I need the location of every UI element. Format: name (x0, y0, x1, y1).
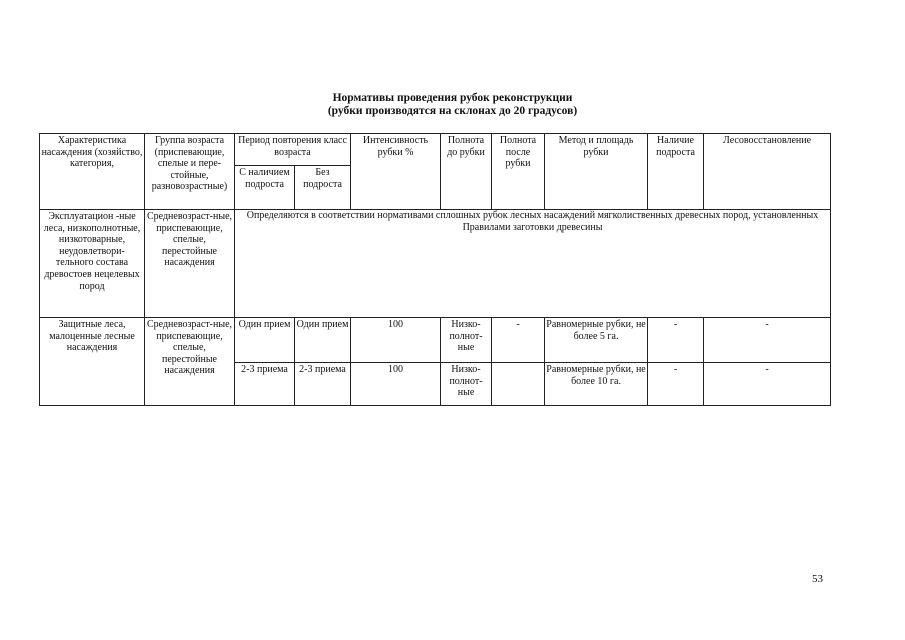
title-line-2: (рубки производятся на склонах до 20 градусов) (327, 105, 578, 117)
row2a-reforestation: - (704, 318, 831, 363)
row2a-period-with: Один прием (235, 318, 295, 363)
page-number: 53 (812, 573, 823, 585)
table-row (40, 318, 831, 363)
row2b-undergrowth: - (648, 363, 704, 406)
row2-age-group: Средневозраст-ные, приспевающие, спелые, перестойные насаждения (145, 318, 235, 406)
header-row-1 (40, 134, 831, 166)
row1-characteristic: Эксплуатацион -ные леса, низкополнотные, низкотоварные, неудовлетвори-тельного состава древостоев нецелевых пород (40, 210, 145, 318)
title-line-1: Нормативы проведения рубок реконструкции (332, 92, 573, 104)
row2b-period-with: 2-3 приема (235, 363, 295, 406)
row2b-reforestation: - (704, 363, 831, 406)
norms-table (39, 133, 831, 406)
row1-note: Определяются в соответствии нормативами сплошных рубок лесных насаждений мягколиственных древесных пород, установленных Правилами заготовки древесины (235, 210, 831, 318)
row2b-period-without: 2-3 приема (295, 363, 351, 406)
row2a-intensity: 100 (351, 318, 441, 363)
row2b-method: Равномерные рубки, не более 10 га. (545, 363, 648, 406)
table-row (40, 210, 831, 318)
header-period-without: Без подроста (295, 166, 351, 210)
row2b-intensity: 100 (351, 363, 441, 406)
header-intensity: Интенсивность рубки % (351, 134, 441, 210)
row2b-density-before: Низко-полнот-ные (441, 363, 492, 406)
row2a-method: Равномерные рубки, не более 5 га. (545, 318, 648, 363)
header-method: Метод и площадь рубки (545, 134, 648, 210)
header-period: Период повторения класс возраста (235, 134, 351, 166)
header-age-group: Группа возраста (приспевающие, спелые и пере-стойные, разновозрастные) (145, 134, 235, 210)
row2b-density-after (492, 363, 545, 406)
row2a-density-before: Низко-полнот-ные (441, 318, 492, 363)
row2-characteristic: Защитные леса, малоценные лесные насаждения (40, 318, 145, 406)
row2a-density-after: - (492, 318, 545, 363)
row2a-period-without: Один прием (295, 318, 351, 363)
header-characteristic: Характеристика насаждения (хозяйство, категория, (40, 134, 145, 210)
header-density-after: Полнота после рубки (492, 134, 545, 210)
document-title (0, 92, 905, 118)
header-period-with: С наличием подроста (235, 166, 295, 210)
header-density-before: Полнота до рубки (441, 134, 492, 210)
row2a-undergrowth: - (648, 318, 704, 363)
header-reforestation: Лесовосстановление (704, 134, 831, 210)
row1-age-group: Средневозраст-ные, приспевающие, спелые, перестойные насаждения (145, 210, 235, 318)
header-undergrowth: Наличие подроста (648, 134, 704, 210)
